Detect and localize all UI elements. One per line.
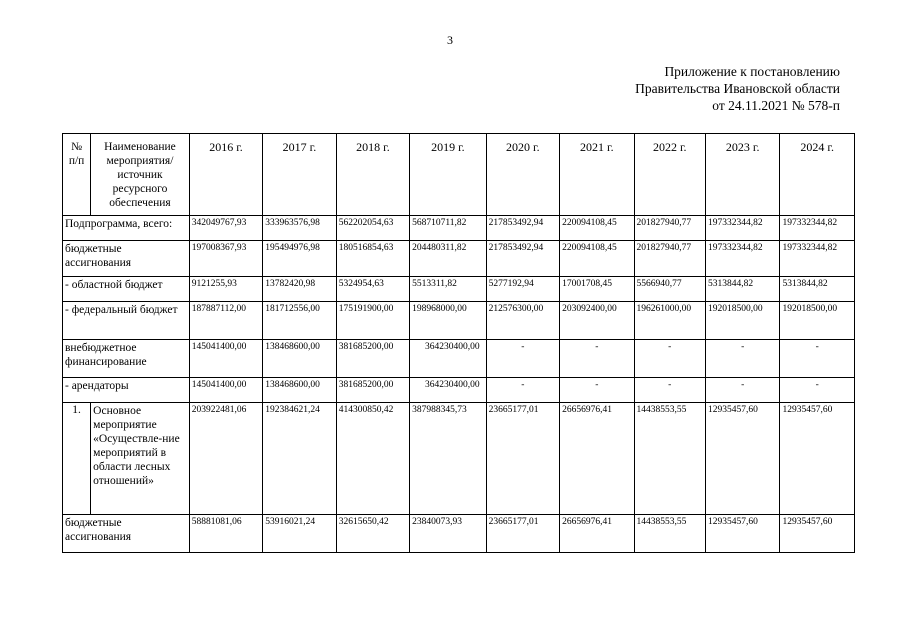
table-cell: 192018500,00 [780, 302, 855, 340]
main-event-name: Основное мероприятие «Осуществле-ние мероприятий в области лесных отношений» [91, 403, 190, 515]
table-row [63, 241, 855, 277]
table-cell: 32615650,42 [336, 515, 409, 553]
table-row [63, 216, 855, 241]
table-cell: 181712556,00 [263, 302, 336, 340]
table-cell: 5313844,82 [780, 277, 855, 302]
table-cell: 387988345,73 [410, 403, 486, 515]
table-cell: 197332344,82 [705, 216, 779, 241]
table-cell: - [780, 340, 855, 378]
table-cell: 192018500,00 [705, 302, 779, 340]
table-cell: 26656976,41 [560, 515, 634, 553]
col-header-year: 2017 г. [263, 134, 336, 216]
table-cell: 5277192,94 [486, 277, 559, 302]
table-cell: - [486, 340, 559, 378]
header-line-2: Правительства Ивановской области [635, 81, 840, 96]
table-cell: 197008367,93 [189, 241, 262, 277]
table-cell: 180516854,63 [336, 241, 409, 277]
table-cell: - [560, 340, 634, 378]
table-cell: 5513311,82 [410, 277, 486, 302]
table-cell: 23665177,01 [486, 403, 559, 515]
table-cell: 195494976,98 [263, 241, 336, 277]
table-cell: 414300850,42 [336, 403, 409, 515]
table-cell: 192384621,24 [263, 403, 336, 515]
table-cell: 381685200,00 [336, 340, 409, 378]
table-cell: 212576300,00 [486, 302, 559, 340]
table-cell: 198968000,00 [410, 302, 486, 340]
table-cell: 26656976,41 [560, 403, 634, 515]
table-cell: 220094108,45 [560, 216, 634, 241]
table-row [63, 340, 855, 378]
table-cell: 197332344,82 [780, 241, 855, 277]
table-cell: 58881081,06 [189, 515, 262, 553]
table-cell: 9121255,93 [189, 277, 262, 302]
table-cell: 5324954,63 [336, 277, 409, 302]
table-cell: 138468600,00 [263, 378, 336, 403]
table-cell: 12935457,60 [705, 515, 779, 553]
table-cell: 53916021,24 [263, 515, 336, 553]
row-label: - областной бюджет [63, 277, 190, 302]
row-label: внебюджетное финансирование [63, 340, 190, 378]
table-cell: 217853492,94 [486, 216, 559, 241]
main-event-number: 1. [63, 403, 91, 515]
table-cell: 12935457,60 [780, 515, 855, 553]
table-cell: 333963576,98 [263, 216, 336, 241]
table-cell: - [634, 340, 705, 378]
table-cell: - [486, 378, 559, 403]
table-cell: 12935457,60 [705, 403, 779, 515]
row-label: Подпрограмма, всего: [63, 216, 190, 241]
table-cell: 201827940,77 [634, 216, 705, 241]
table-cell: 14438553,55 [634, 403, 705, 515]
table-cell: 197332344,82 [705, 241, 779, 277]
table-cell: - [705, 340, 779, 378]
table-cell: 175191900,00 [336, 302, 409, 340]
table-cell: 197332344,82 [780, 216, 855, 241]
table-cell: 201827940,77 [634, 241, 705, 277]
table-cell: 364230400,00 [410, 340, 486, 378]
table-cell: 145041400,00 [189, 340, 262, 378]
table-cell: 17001708,45 [560, 277, 634, 302]
table-cell: 5313844,82 [705, 277, 779, 302]
row-label: бюджетные ассигнования [63, 241, 190, 277]
col-header-year: 2024 г. [780, 134, 855, 216]
table-cell: 568710711,82 [410, 216, 486, 241]
col-header-year: 2020 г. [486, 134, 559, 216]
table-cell: 204480311,82 [410, 241, 486, 277]
header-line-1: Приложение к постановлению [664, 64, 840, 79]
table-cell: 217853492,94 [486, 241, 559, 277]
table-cell: 196261000,00 [634, 302, 705, 340]
table-cell: 138468600,00 [263, 340, 336, 378]
table-cell: 13782420,98 [263, 277, 336, 302]
table-cell: 5566940,77 [634, 277, 705, 302]
table-cell: 23840073,93 [410, 515, 486, 553]
main-event-row [63, 403, 855, 515]
row-label: - арендаторы [63, 378, 190, 403]
table-header-row [63, 134, 855, 216]
table-cell: 203922481,06 [189, 403, 262, 515]
table-row [63, 515, 855, 553]
col-header-year: 2019 г. [410, 134, 486, 216]
page-number: 3 [447, 33, 453, 47]
table-cell: 187887112,00 [189, 302, 262, 340]
col-header-year: 2022 г. [634, 134, 705, 216]
table-cell: 145041400,00 [189, 378, 262, 403]
table-cell: 203092400,00 [560, 302, 634, 340]
table-cell: - [560, 378, 634, 403]
table-row [63, 378, 855, 403]
col-header-name: Наименование мероприятия/ источник ресурсного обеспечения [91, 134, 190, 216]
table-cell: 220094108,45 [560, 241, 634, 277]
col-header-year: 2023 г. [705, 134, 779, 216]
table-cell: 562202054,63 [336, 216, 409, 241]
table-row [63, 277, 855, 302]
document-header [635, 63, 840, 114]
table-cell: - [780, 378, 855, 403]
table-cell: 342049767,93 [189, 216, 262, 241]
table-cell: 364230400,00 [410, 378, 486, 403]
header-line-3: от 24.11.2021 № 578-п [712, 98, 840, 113]
budget-table [62, 133, 855, 553]
table-cell: 23665177,01 [486, 515, 559, 553]
table-cell: 14438553,55 [634, 515, 705, 553]
table-cell: - [634, 378, 705, 403]
table-cell: 12935457,60 [780, 403, 855, 515]
table-cell: - [705, 378, 779, 403]
row-label: бюджетные ассигнования [63, 515, 190, 553]
col-header-year: 2021 г. [560, 134, 634, 216]
col-header-year: 2018 г. [336, 134, 409, 216]
row-label: - федеральный бюджет [63, 302, 190, 340]
table-cell: 381685200,00 [336, 378, 409, 403]
table-row [63, 302, 855, 340]
col-header-number: № п/п [63, 134, 91, 216]
col-header-year: 2016 г. [189, 134, 262, 216]
